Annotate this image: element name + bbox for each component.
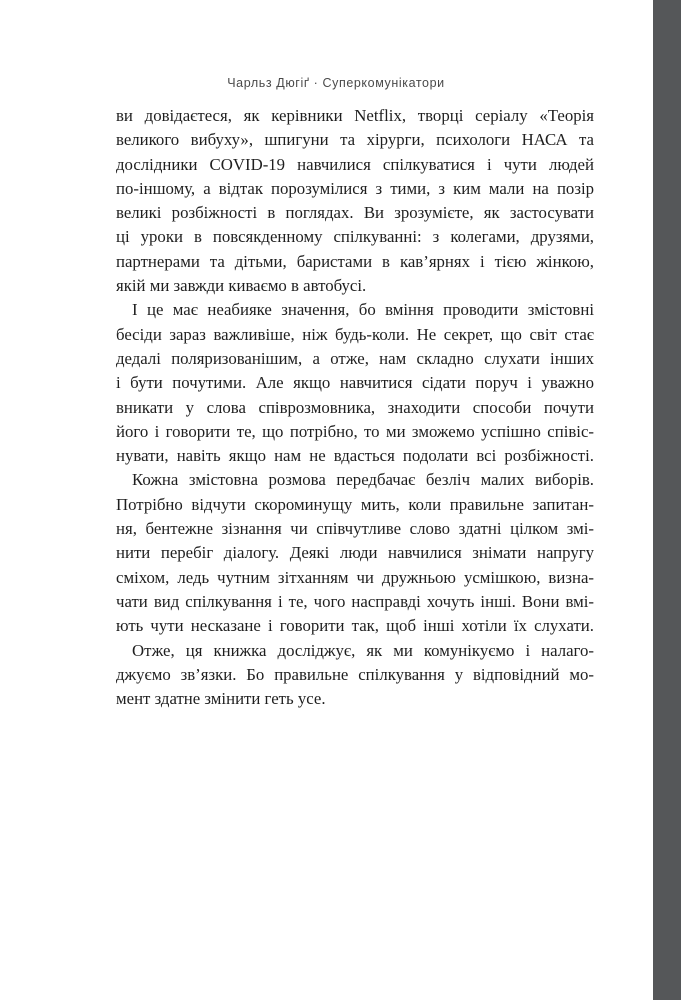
paragraph-4 (116, 639, 594, 712)
text-line: Отже, ця книжка досліджує, як ми комунікуємо і налаго- (132, 640, 594, 660)
text-line: вникати у слова співрозмовника, знаходити способи почути (116, 397, 594, 417)
page-edge-band (653, 0, 681, 1000)
paragraph-1 (116, 104, 594, 298)
text-line: дедалі поляризованішим, а отже, нам складно слухати інших (116, 348, 594, 368)
text-line: ня, бентежне зізнання чи співчутливе слово здатні цілком змі- (116, 519, 594, 539)
text-line: Кожна змістовна розмова передбачає безліч малих виборів. (132, 470, 594, 490)
text-line: І це має неабияке значення, бо вміння проводити змістовні (132, 300, 594, 320)
text-line: його і говорити те, що потрібно, то ми зможемо успішно співіс- (116, 421, 594, 441)
text-line: дослідники COVID-19 навчилися спілкуватися і чути людей (116, 154, 594, 174)
text-line: і бути почутими. Але якщо навчитися сідати поруч і уважно (116, 373, 594, 393)
text-line: великого вибуху», шпигуни та хірурги, психологи НАСА та (116, 130, 594, 150)
text-line: бесіди зараз важливіше, ніж будь-коли. Не секрет, що світ стає (116, 324, 594, 344)
text-line: нувати, навіть якщо нам не вдасться подолати всі розбіжності. (116, 446, 594, 466)
text-line: чати вид спілкування і те, чого насправді хочуть інші. Вони вмі- (116, 591, 594, 611)
text-line: сміхом, ледь чутним зітханням чи дружньою усмішкою, визна- (116, 567, 594, 587)
text-line: партнерами та дітьми, баристами в кав’ярнях і тією жінкою, (116, 251, 594, 271)
text-line: ці уроки в повсякденному спілкуванні: з колегами, друзями, (116, 227, 594, 247)
text-line: джуємо зв’язки. Бо правильне спілкування у відповідний мо- (116, 664, 594, 684)
text-line: Потрібно відчути скороминущу мить, коли правильне запитан- (116, 494, 594, 514)
text-line: по-іншому, а відтак порозумілися з тими, з ким мали на позір (116, 178, 594, 198)
running-header: Чарльз Дюгіґ · Суперкомунікатори (227, 76, 445, 90)
text-line: ють чути несказане і говорити так, щоб інші хотіли їх слухати. (116, 616, 594, 636)
paragraph-3 (116, 468, 594, 638)
text-line: нити перебіг діалогу. Деякі люди навчилися знімати напругу (116, 543, 594, 563)
text-line: якій ми завжди киваємо в автобусі. (116, 276, 367, 296)
text-line: великі розбіжності в поглядах. Ви зрозумієте, як застосувати (116, 203, 594, 223)
paragraph-2 (116, 298, 594, 468)
text-line: мент здатне змінити геть усе. (116, 689, 326, 709)
body-text (116, 104, 594, 711)
text-line: ви довідаєтеся, як керівники Netflix, творці серіалу «Теорія (116, 106, 594, 125)
